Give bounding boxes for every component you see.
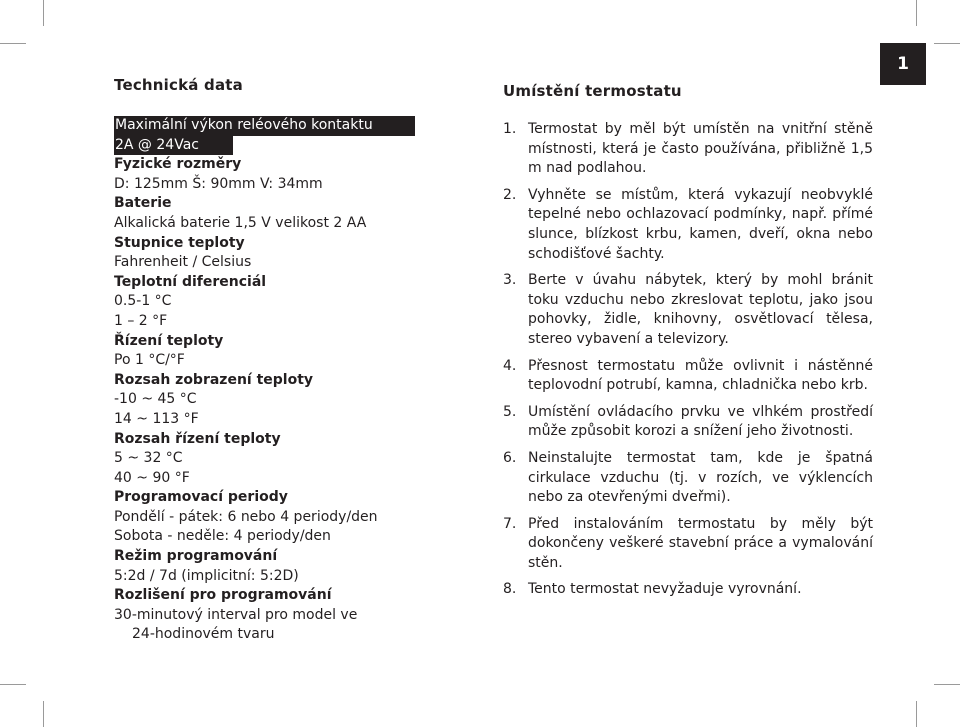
list-item-text: Berte v úvahu nábytek, který by mohl bránit toku vzduchu nebo zkreslovat teplotu, jako jsou pohovky, židle, knihovny, osvětlovací tělesa, stereo vybavení a televizory. bbox=[528, 272, 873, 347]
crop-mark bbox=[43, 0, 44, 26]
spec-value: 14 ~ 113 °F bbox=[114, 410, 199, 427]
list-item-number: 8. bbox=[503, 581, 517, 598]
spec-label: Teplotní diferenciál bbox=[114, 273, 267, 290]
relay-capacity-value: 2A @ 24Vac bbox=[114, 136, 233, 156]
spec-label: Baterie bbox=[114, 195, 172, 212]
spec-value: Pondělí - pátek: 6 nebo 4 periody/den bbox=[114, 508, 378, 525]
placement-list bbox=[503, 120, 873, 600]
spec-value: Alkalická baterie 1,5 V velikost 2 AA bbox=[114, 214, 367, 231]
list-item-text: Vyhněte se místům, která vykazují neobvyklé tepelné nebo ochlazovací podmínky, např. přímé slunce, blízkost krbu, kamen, dveří, okna nebo schodišťové šachty. bbox=[528, 186, 873, 262]
list-item-text: Neinstalujte termostat tam, kde je špatná cirkulace vzduchu (tj. v rozích, ve výklencích nebo za otevřenými dveřmi). bbox=[528, 449, 873, 506]
list-item-text: Termostat by měl být umístěn na vnitřní stěně místnosti, která je často používána, přibližně 1,5 m nad podlahou. bbox=[528, 121, 873, 177]
spec-value: Sobota - neděle: 4 periody/den bbox=[114, 528, 331, 545]
relay-capacity-label: Maximální výkon reléového kontaktu bbox=[114, 116, 415, 136]
spec-label: Režim programování bbox=[114, 548, 278, 565]
spec-value: 0.5-1 °C bbox=[114, 293, 172, 310]
crop-mark bbox=[916, 0, 917, 26]
list-item bbox=[503, 515, 873, 574]
list-item-text: Tento termostat nevyžaduje vyrovnání. bbox=[528, 581, 802, 598]
list-item bbox=[503, 120, 873, 179]
placement-heading: Umístění termostatu bbox=[503, 82, 682, 100]
spec-value: Fahrenheit / Celsius bbox=[114, 254, 252, 271]
crop-mark bbox=[934, 43, 960, 44]
list-item bbox=[503, 449, 873, 508]
spec-label: Rozsah řízení teploty bbox=[114, 430, 281, 447]
list-item bbox=[503, 580, 873, 600]
list-item bbox=[503, 186, 873, 264]
spec-label: Rozlišení pro programování bbox=[114, 587, 332, 604]
crop-mark bbox=[934, 684, 960, 685]
list-item bbox=[503, 357, 873, 396]
list-item bbox=[503, 403, 873, 442]
technical-data-heading: Technická data bbox=[114, 76, 243, 94]
spec-value: D: 125mm Š: 90mm V: 34mm bbox=[114, 175, 323, 192]
spec-value: 5 ~ 32 °C bbox=[114, 450, 183, 467]
spec-label: Řízení teploty bbox=[114, 332, 224, 349]
list-item-number: 6. bbox=[503, 449, 517, 466]
crop-mark bbox=[0, 684, 26, 685]
spec-label: Fyzické rozměry bbox=[114, 156, 242, 173]
list-item-number: 2. bbox=[503, 186, 517, 203]
list-item-text: Umístění ovládacího prvku ve vlhkém prostředí může způsobit korozi a snížení jeho životnosti. bbox=[528, 403, 873, 440]
list-item-text: Přesnost termostatu může ovlivnit i nástěnné teplovodní potrubí, kamna, chladnička nebo krb. bbox=[528, 357, 873, 394]
spec-value: 30-minutový interval pro model ve bbox=[114, 606, 358, 623]
crop-mark bbox=[0, 43, 26, 44]
placement-column bbox=[503, 80, 873, 607]
spec-value: Po 1 °C/°F bbox=[114, 352, 185, 369]
list-item-number: 5. bbox=[503, 403, 517, 420]
technical-data-column bbox=[114, 74, 424, 645]
crop-mark bbox=[916, 701, 917, 727]
spec-value: -10 ~ 45 °C bbox=[114, 391, 197, 408]
crop-mark bbox=[43, 701, 44, 727]
spec-value: 24-hodinovém tvaru bbox=[132, 626, 275, 643]
list-item bbox=[503, 271, 873, 349]
list-item-number: 3. bbox=[503, 272, 517, 289]
spec-value: 1 – 2 °F bbox=[114, 312, 168, 329]
spec-label: Rozsah zobrazení teploty bbox=[114, 371, 314, 388]
list-item-number: 1. bbox=[503, 121, 517, 137]
spec-label: Programovací periody bbox=[114, 489, 288, 506]
list-item-number: 4. bbox=[503, 357, 517, 374]
spec-value: 5:2d / 7d (implicitní: 5:2D) bbox=[114, 567, 299, 584]
chapter-tab: 1 bbox=[880, 43, 926, 85]
spec-label: Stupnice teploty bbox=[114, 234, 245, 251]
list-item-number: 7. bbox=[503, 515, 517, 532]
spec-list bbox=[114, 155, 424, 645]
list-item-text: Před instalováním termostatu by měly být dokončeny veškeré stavební práce a vymalování stěn. bbox=[528, 515, 873, 571]
spec-value: 40 ~ 90 °F bbox=[114, 469, 190, 486]
